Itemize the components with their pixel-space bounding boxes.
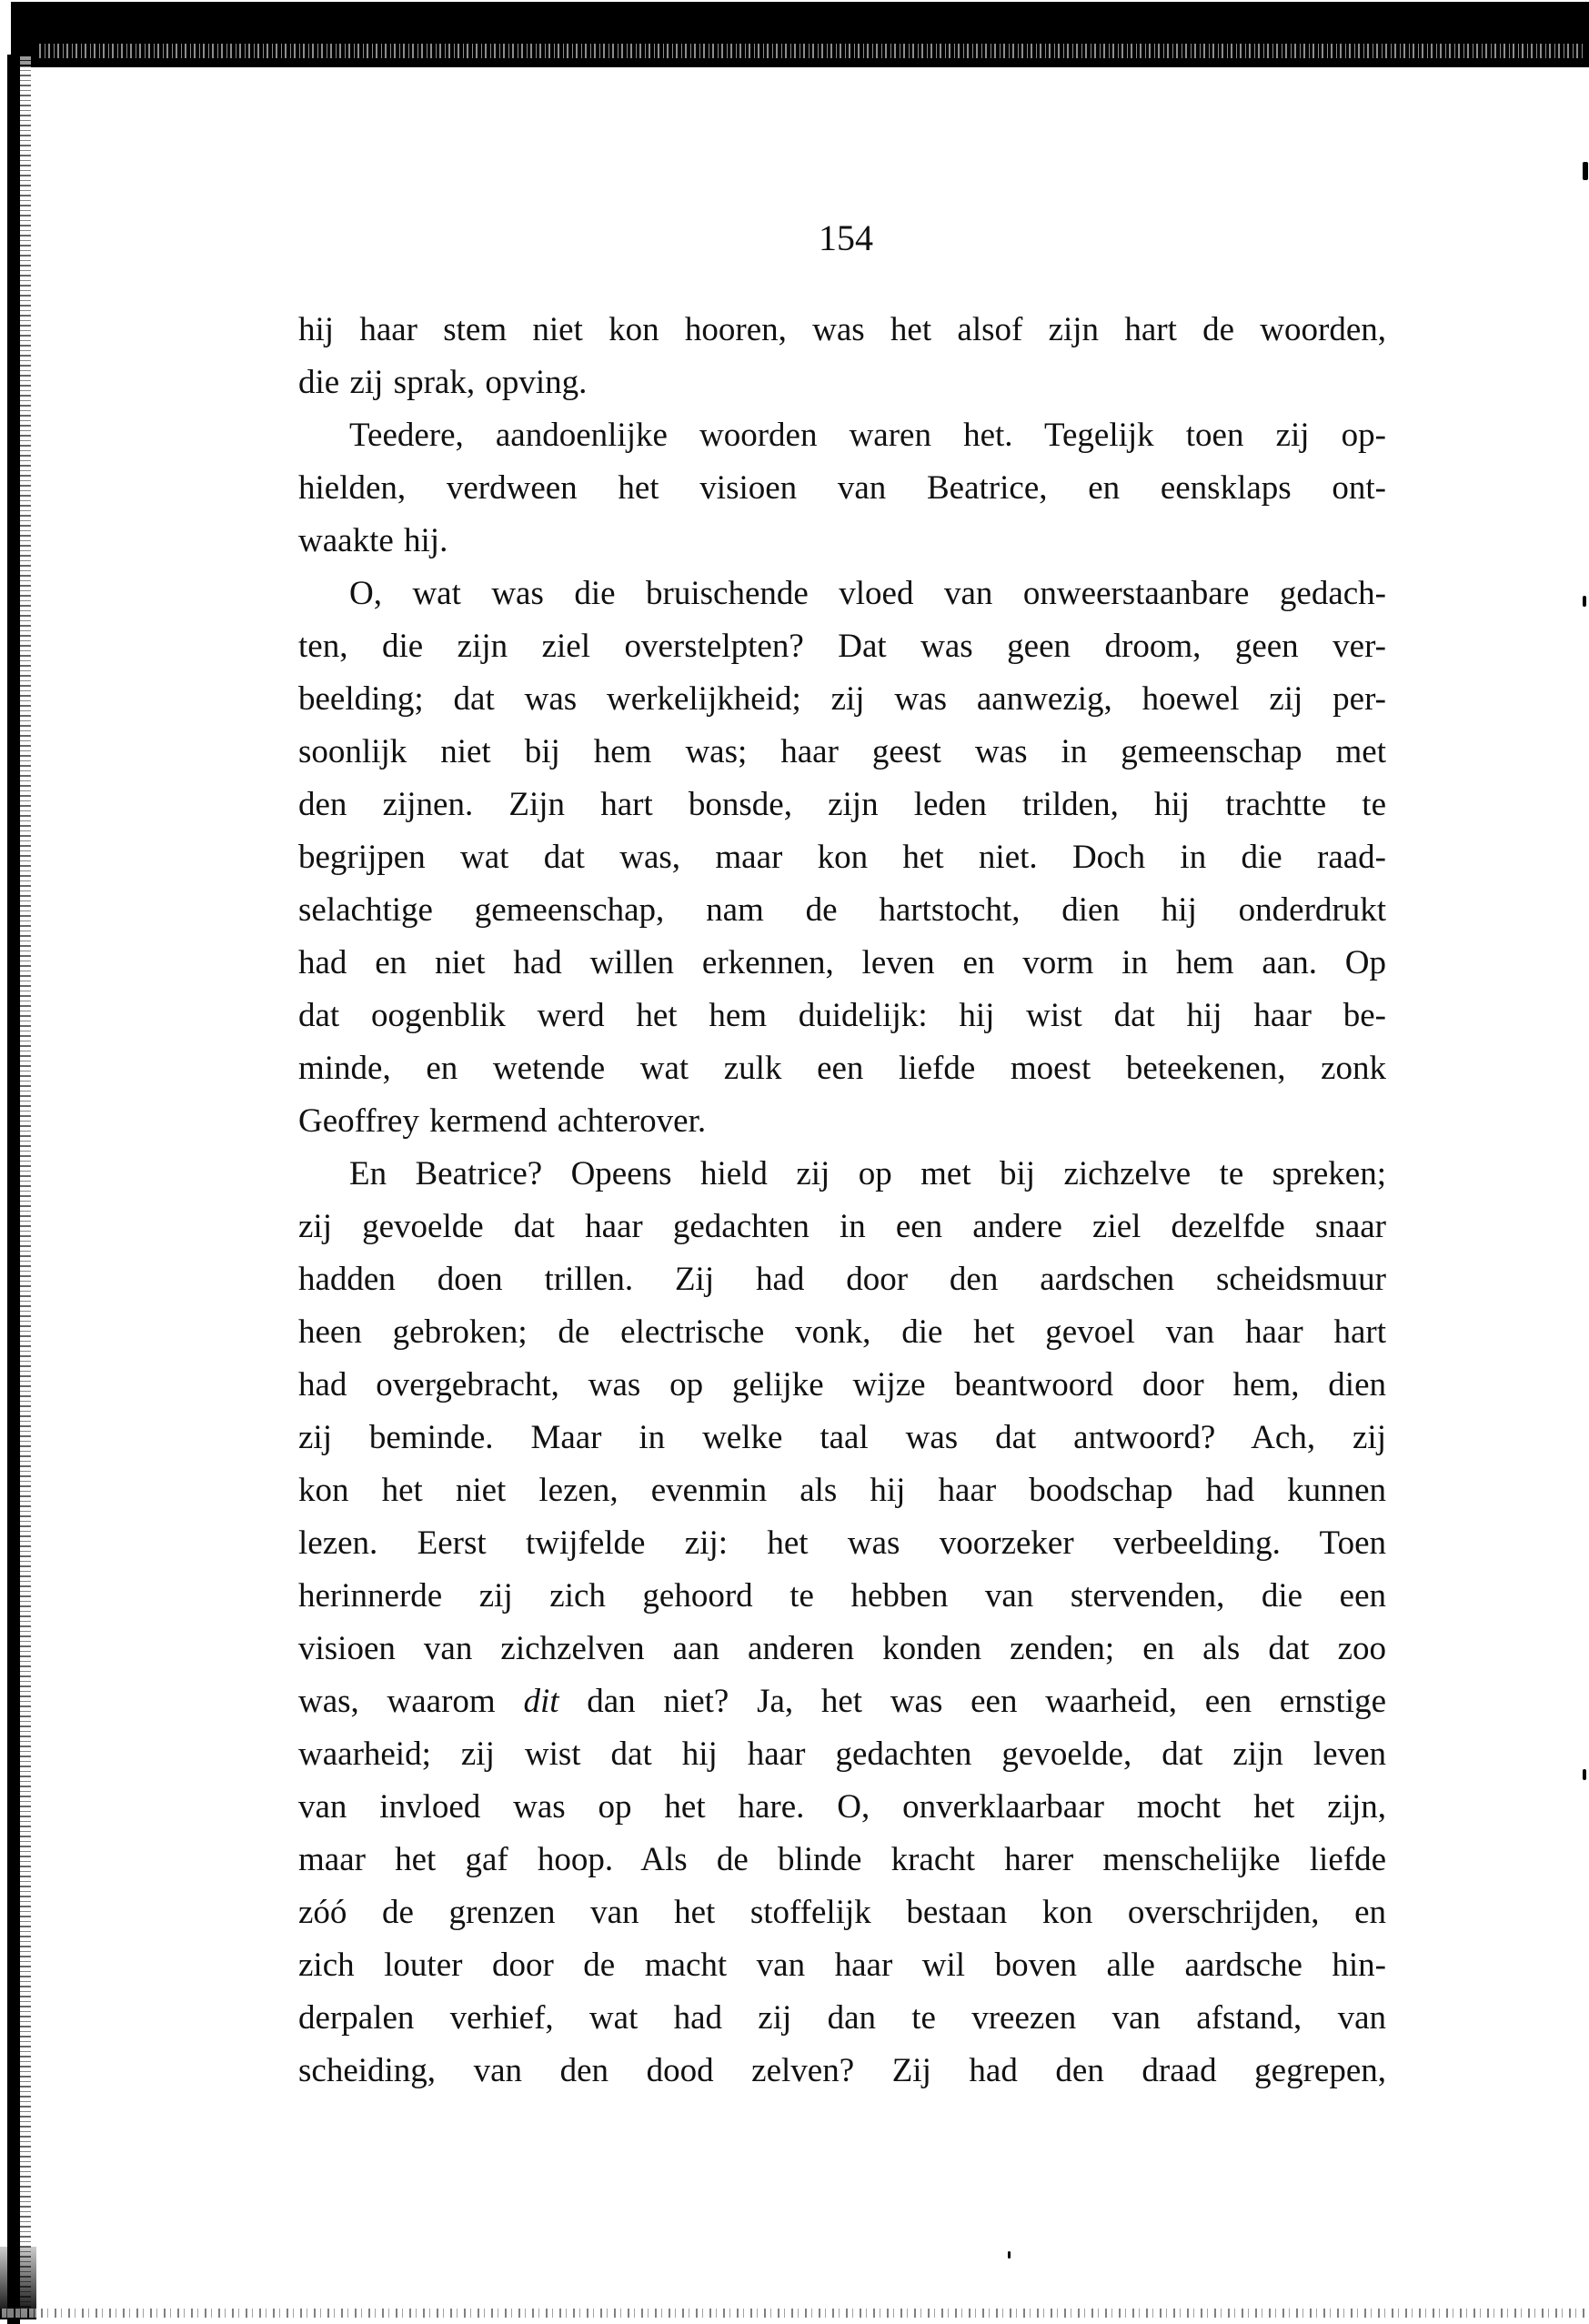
- text-line: [298, 1675, 1386, 1728]
- text-line: maar het gaf hoop. Als de blinde kracht harer menschelijke liefde: [298, 1841, 1386, 1878]
- scan-noise-left: [20, 55, 31, 2310]
- text-line: scheiding, van den dood zelven? Zij had den draad gegrepen,: [298, 2052, 1386, 2089]
- text-line: derpalen verhief, wat had zij dan te vreezen van afstand, van: [298, 1999, 1386, 2037]
- margin-speck: [1583, 162, 1588, 180]
- text-line: hielden, verdween het visioen van Beatrice, en eensklaps ont-: [298, 469, 1386, 507]
- text-segment: dan niet? Ja, het was een waarheid, een ernstige: [558, 1683, 1386, 1720]
- text-line: waakte hij.: [298, 522, 448, 559]
- text-line: hadden doen trillen. Zij had door den aardschen scheidsmuur: [298, 1261, 1386, 1298]
- text-line: lezen. Eerst twijfelde zij: het was voorzeker verbeelding. Toen: [298, 1524, 1386, 1562]
- body-text: [298, 304, 1386, 2098]
- text-line: den zijnen. Zijn hart bonsde, zijn leden trilden, hij trachtte te: [298, 786, 1386, 823]
- text-line: dat oogenblik werd het hem duidelijk: hij wist dat hij haar be-: [298, 997, 1386, 1034]
- page-number: 154: [819, 217, 873, 258]
- text-line: zich louter door de macht van haar wil boven alle aardsche hin-: [298, 1947, 1386, 1984]
- text-line: hij haar stem niet kon hooren, was het alsof zijn hart de woorden,: [298, 311, 1386, 348]
- text-segment: was, waarom: [298, 1683, 524, 1720]
- text-line: die zij sprak, opving.: [298, 364, 588, 401]
- margin-speck: [1583, 596, 1586, 607]
- margin-speck: [1008, 2251, 1011, 2259]
- text-line: visioen van zichzelven aan anderen konden zenden; en als dat zoo: [298, 1630, 1386, 1667]
- text-line: had en niet had willen erkennen, leven en vorm in hem aan. Op: [298, 944, 1386, 981]
- text-line: zóó de grenzen van het stoffelijk bestaan kon overschrijden, en: [298, 1894, 1386, 1931]
- text-line: En Beatrice? Opeens hield zij op met bij zichzelve te spreken;: [349, 1155, 1386, 1192]
- scan-border-left: [7, 55, 20, 2324]
- text-line: heen gebroken; de electrische vonk, die het gevoel van haar hart: [298, 1313, 1386, 1351]
- text-line: soonlijk niet bij hem was; haar geest was in gemeenschap met: [298, 733, 1386, 770]
- scan-noise-top: [36, 44, 1583, 58]
- text-line: herinnerde zij zich gehoord te hebben van stervenden, die een: [298, 1577, 1386, 1615]
- text-line: van invloed was op het hare. O, onverklaarbaar mocht het zijn,: [298, 1788, 1386, 1826]
- text-line: beelding; dat was werkelijkheid; zij was aanwezig, hoewel zij per-: [298, 680, 1386, 718]
- text-line: selachtige gemeenschap, nam de hartstocht, dien hij onderdrukt: [298, 891, 1386, 929]
- text-line: Geoffrey kermend achterover.: [298, 1102, 707, 1140]
- margin-speck: [1583, 1769, 1586, 1780]
- text-line: waarheid; zij wist dat hij haar gedachten gevoelde, dat zijn leven: [298, 1735, 1386, 1773]
- text-line: ten, die zijn ziel overstelpten? Dat was geen droom, geen ver-: [298, 628, 1386, 665]
- text-line: O, wat was die bruischende vloed van onweerstaanbare gedach-: [349, 575, 1386, 612]
- text-line: begrijpen wat dat was, maar kon het niet. Doch in die raad-: [298, 839, 1386, 876]
- italic-word: dit: [523, 1683, 559, 1720]
- text-line: had overgebracht, was op gelijke wijze beantwoord door hem, dien: [298, 1366, 1386, 1403]
- text-line: zij beminde. Maar in welke taal was dat antwoord? Ach, zij: [298, 1419, 1386, 1456]
- text-line: Teedere, aandoenlijke woorden waren het. Tegelijk toen zij op-: [349, 417, 1386, 454]
- text-line: kon het niet lezen, evenmin als hij haar boodschap had kunnen: [298, 1472, 1386, 1509]
- scan-noise-bottom: [0, 2309, 1589, 2318]
- text-line: minde, en wetende wat zulk een liefde moest beteekenen, zonk: [298, 1050, 1386, 1087]
- text-line: zij gevoelde dat haar gedachten in een andere ziel dezelfde snaar: [298, 1208, 1386, 1245]
